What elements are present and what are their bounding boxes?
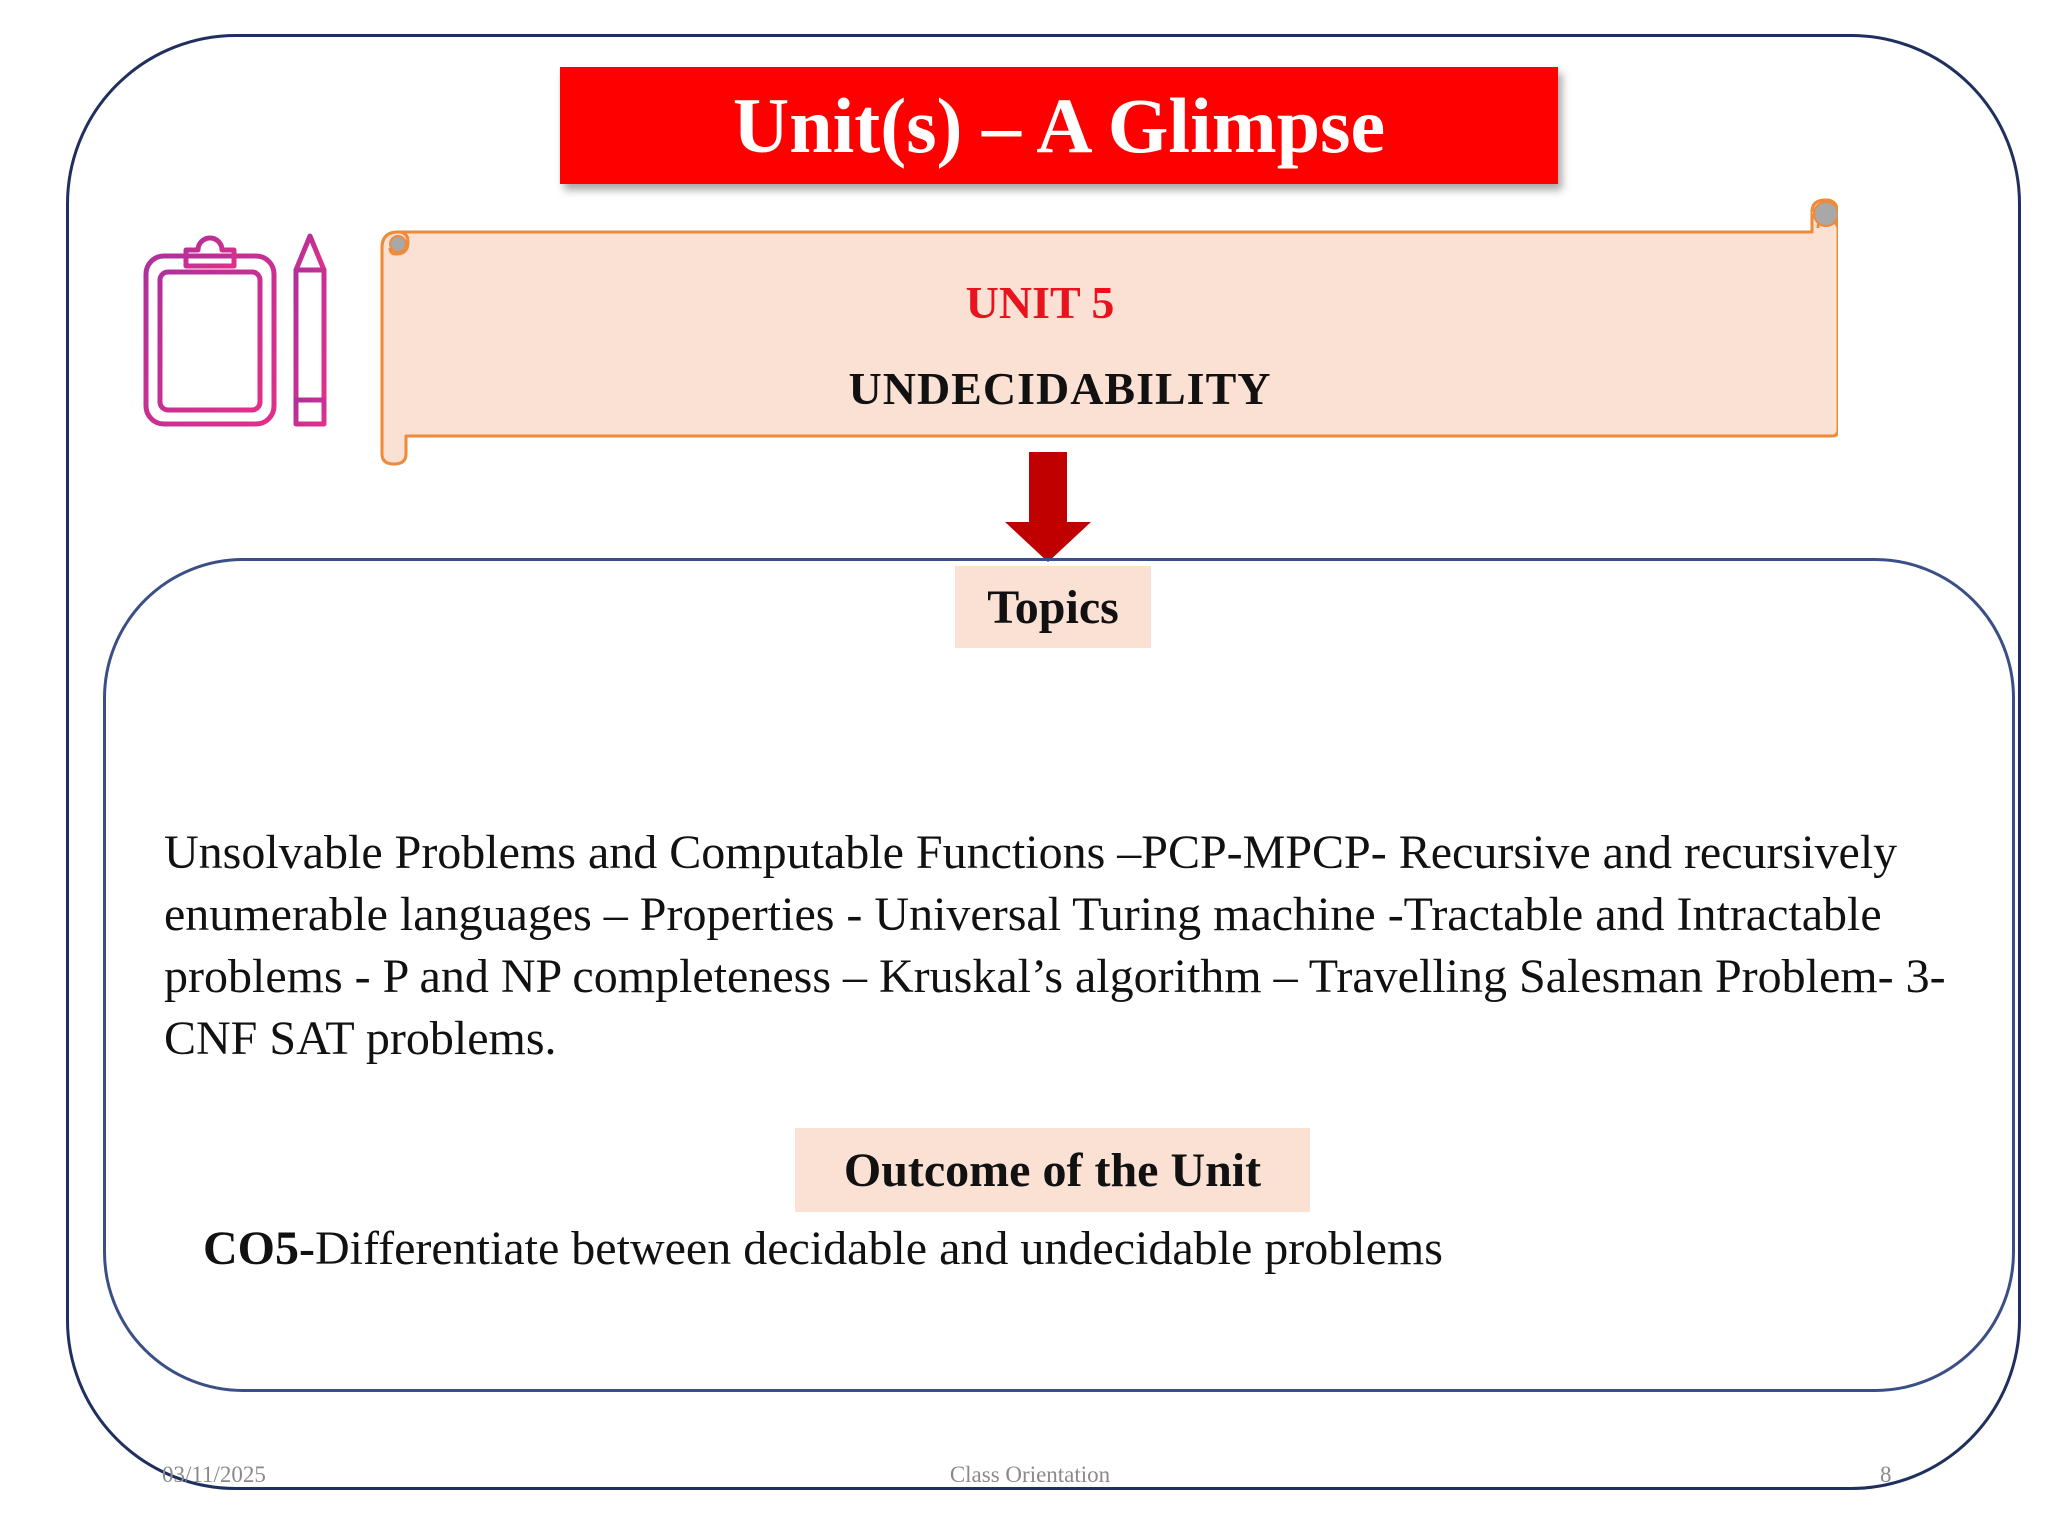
clipboard-pencil-icon: [140, 228, 330, 434]
unit-name: UNDECIDABILITY: [848, 363, 1272, 414]
outcome-label: Outcome of the Unit: [795, 1128, 1310, 1212]
outcome-text: Differentiate between decidable and undecidable problems: [314, 1222, 1443, 1275]
title-banner: [560, 67, 1558, 184]
topics-label: Topics: [955, 566, 1151, 648]
unit-number: UNIT 5: [965, 277, 1115, 328]
topics-text: Unsolvable Problems and Computable Functions –PCP-MPCP- Recursive and recursively enumerable languages – Properties - Universal Turing machine -Tractable and Intractable problems - P and NP completeness – Kruskal’s algorithm – Travelling Salesman Problem- 3-CNF SAT problems.: [164, 826, 1946, 1065]
outcome-code: CO5-: [203, 1222, 315, 1275]
slide-title: Unit(s) – A Glimpse: [732, 81, 1386, 169]
unit-scroll-banner: [368, 192, 1838, 472]
down-arrow-icon: [1005, 452, 1091, 562]
page-number: 8: [1880, 1462, 1892, 1487]
footer-date: 03/11/2025: [162, 1462, 266, 1487]
outcome-statement: [203, 1218, 1903, 1280]
footer-title: Class Orientation: [949, 1462, 1111, 1487]
